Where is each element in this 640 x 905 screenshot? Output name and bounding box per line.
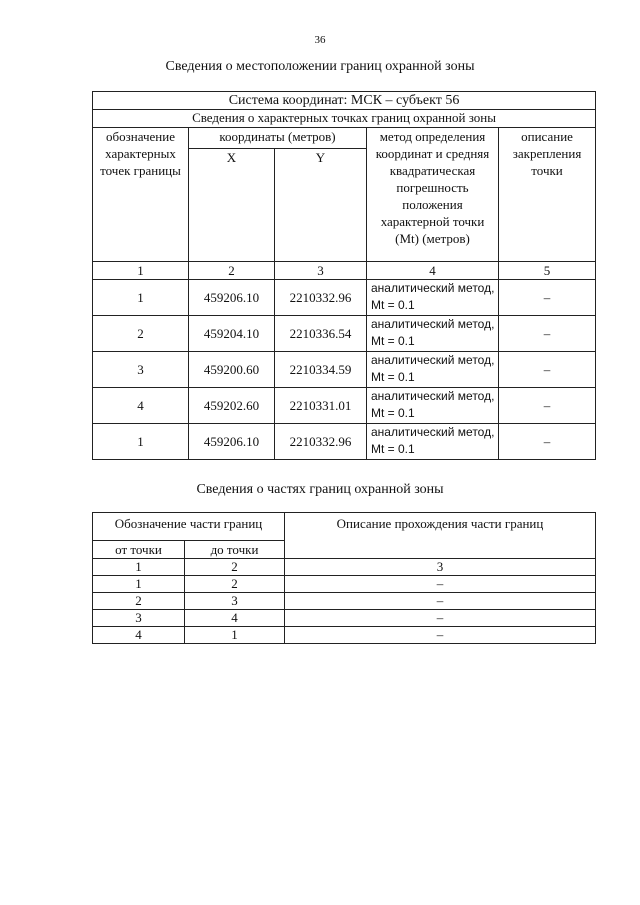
y-coordinate: 2210334.59 <box>275 352 367 388</box>
boundary-points-table <box>92 91 596 460</box>
table-row <box>93 316 596 352</box>
page-number: 36 <box>314 34 326 46</box>
column-numbers-row <box>93 559 596 576</box>
table-row <box>93 593 596 610</box>
method-cell: аналитический метод, Mt = 0.1 <box>367 280 499 316</box>
point-id: 1 <box>93 280 189 316</box>
header-from-point: от точки <box>93 541 185 559</box>
point-id: 1 <box>93 424 189 460</box>
fixing-description: – <box>499 316 596 352</box>
x-coordinate: 459206.10 <box>189 424 275 460</box>
column-number: 3 <box>285 559 596 576</box>
point-id: 3 <box>93 352 189 388</box>
from-point: 4 <box>93 627 185 644</box>
table-subtitle: Сведения о характерных точках границ охранной зоны <box>93 110 596 128</box>
from-point: 3 <box>93 610 185 627</box>
table-row <box>93 424 596 460</box>
from-point: 1 <box>93 576 185 593</box>
from-point: 2 <box>93 593 185 610</box>
y-coordinate: 2210331.01 <box>275 388 367 424</box>
method-cell: аналитический метод, Mt = 0.1 <box>367 316 499 352</box>
column-number: 5 <box>499 262 596 280</box>
column-number: 2 <box>189 262 275 280</box>
x-coordinate: 459200.60 <box>189 352 275 388</box>
table-row <box>93 610 596 627</box>
parts-section-title: Сведения о частях границ охранной зоны <box>196 482 444 497</box>
to-point: 4 <box>185 610 285 627</box>
to-point: 3 <box>185 593 285 610</box>
x-coordinate: 459204.10 <box>189 316 275 352</box>
part-description: – <box>285 627 596 644</box>
header-coordinates: координаты (метров) <box>189 128 367 149</box>
boundary-parts-table <box>92 512 596 644</box>
header-to-point: до точки <box>185 541 285 559</box>
table-row <box>93 280 596 316</box>
x-coordinate: 459206.10 <box>189 280 275 316</box>
column-number: 4 <box>367 262 499 280</box>
header-method: метод определения координат и средняя квадратическая погрешность положения характерной точки (Mt) (метров) <box>367 128 499 262</box>
method-cell: аналитический метод, Mt = 0.1 <box>367 388 499 424</box>
method-cell: аналитический метод, Mt = 0.1 <box>367 352 499 388</box>
header-part-description: Описание прохождения части границ <box>285 513 596 559</box>
page-title: Сведения о местоположении границ охранной зоны <box>165 59 475 74</box>
to-point: 2 <box>185 576 285 593</box>
header-designation: обозначение характерных точек границы <box>93 128 189 262</box>
y-coordinate: 2210332.96 <box>275 424 367 460</box>
table-row <box>93 388 596 424</box>
y-coordinate: 2210336.54 <box>275 316 367 352</box>
column-number: 3 <box>275 262 367 280</box>
fixing-description: – <box>499 352 596 388</box>
y-coordinate: 2210332.96 <box>275 280 367 316</box>
table-row <box>93 576 596 593</box>
fixing-description: – <box>499 424 596 460</box>
part-description: – <box>285 610 596 627</box>
part-description: – <box>285 576 596 593</box>
fixing-description: – <box>499 388 596 424</box>
to-point: 1 <box>185 627 285 644</box>
part-description: – <box>285 593 596 610</box>
header-x: X <box>189 149 275 262</box>
column-number: 1 <box>93 262 189 280</box>
column-numbers-row <box>93 262 596 280</box>
fixing-description: – <box>499 280 596 316</box>
header-part-designation: Обозначение части границ <box>93 513 285 541</box>
point-id: 2 <box>93 316 189 352</box>
x-coordinate: 459202.60 <box>189 388 275 424</box>
coordinate-system-label: Система координат: МСК – субъект 56 <box>93 92 596 110</box>
method-cell: аналитический метод, Mt = 0.1 <box>367 424 499 460</box>
header-y: Y <box>275 149 367 262</box>
table-row <box>93 627 596 644</box>
header-description: описание закрепления точки <box>499 128 596 262</box>
column-number: 2 <box>185 559 285 576</box>
point-id: 4 <box>93 388 189 424</box>
column-number: 1 <box>93 559 185 576</box>
table-row <box>93 352 596 388</box>
